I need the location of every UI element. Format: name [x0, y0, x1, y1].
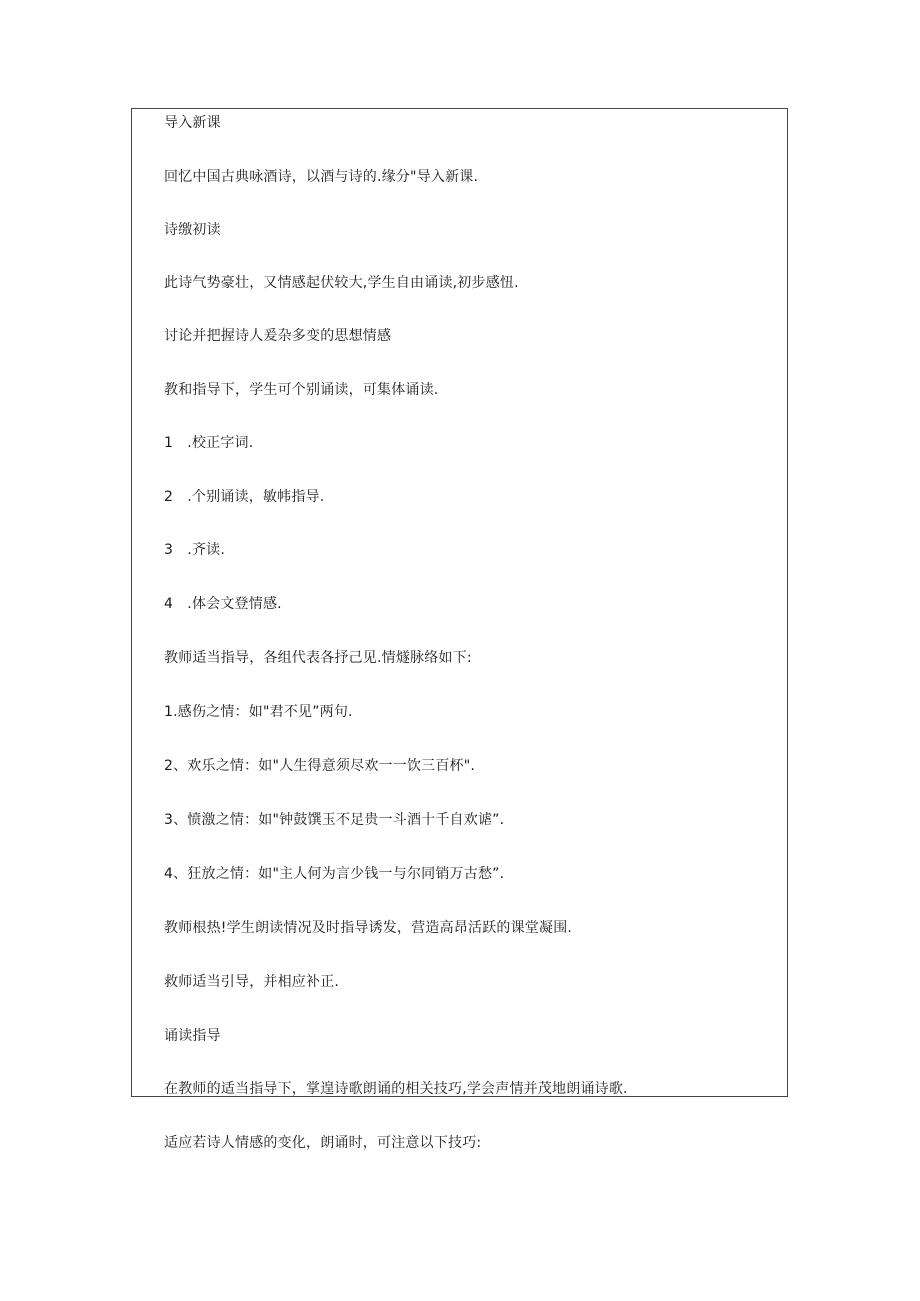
paragraph: 此诗气势豪壮，又情感起伏较大,学生自由诵读,初步感忸.	[164, 275, 519, 291]
paragraph: 在教师的适当指导下，掌遑诗歌朗诵的相关技巧,学会声情并茂地朗诵诗歌.	[164, 1081, 628, 1097]
section-heading: 导入新课	[164, 115, 221, 131]
list-item: 2、欢乐之情：如"人生得意须尽欢一一饮三百杯".	[164, 758, 476, 774]
list-item: 3 .齐读.	[164, 542, 226, 558]
section-heading: 诗缴初读	[164, 222, 221, 238]
list-item: 4、狂放之情：如"主人何为言少钱一与尔同销万古愁”.	[164, 866, 505, 882]
paragraph: 救师适当引导，并相应补正.	[164, 974, 340, 990]
list-item: 4 .体会文登情感.	[164, 596, 282, 612]
paragraph: 教和指导下，学生可个别诵读，可集体诵读.	[164, 382, 439, 398]
list-item: 2 .个别诵读，敏帏指导.	[164, 489, 325, 505]
paragraph: 教师适当指导，各组代表各抒己见.情燧脉络如下:	[164, 650, 472, 666]
list-item: 1.感伤之情：如"君不见”两句.	[164, 704, 353, 720]
paragraph-below-frame: 适应若诗人情感的变化，朗诵时，可注意以下技巧:	[164, 1135, 482, 1151]
section-heading: 诵读指导	[164, 1028, 221, 1044]
list-item: 1 .校正字词.	[164, 435, 254, 451]
paragraph: 回忆中国古典咏酒诗，以酒与诗的.缘分"导入新课.	[164, 169, 479, 185]
list-item: 3、愤激之情：如"钟鼓馔玉不足贵一斗酒十千自欢谑”.	[164, 812, 505, 828]
paragraph: 教师根热!学生朗读情况及时指导诱发，营造高昂活跃的课堂凝围.	[164, 920, 573, 936]
section-heading: 讨论并把握诗人爰杂多变的思想情感	[164, 328, 392, 344]
